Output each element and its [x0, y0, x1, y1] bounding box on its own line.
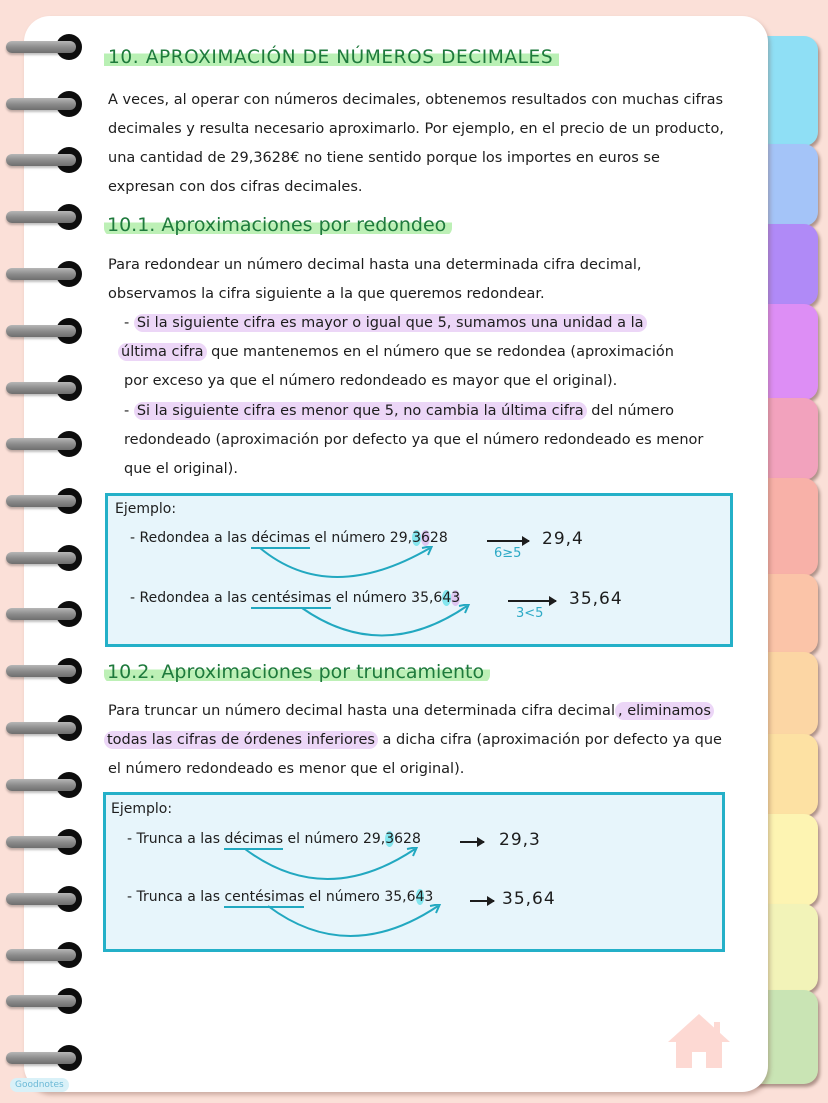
ring-icon — [6, 261, 76, 287]
ring-icon — [6, 318, 76, 344]
s1-para-line-1: Para redondear un número decimal hasta una determinada cifra decimal, — [108, 257, 642, 273]
page-title: 10. APROXIMACIÓN DE NÚMEROS DECIMALES — [104, 46, 559, 68]
truncation-example-1: - Trunca a las décimas el número 29,3628 — [127, 831, 421, 847]
arrow-right-icon — [460, 841, 484, 843]
truncation-result-2: 35,64 — [502, 889, 556, 909]
ring-icon — [6, 772, 76, 798]
highlight: Si la siguiente cifra es mayor o igual que 5, sumamos una unidad a la — [134, 314, 647, 332]
home-icon[interactable] — [666, 1012, 732, 1070]
intro-line-4: expresan con dos cifras decimales. — [108, 179, 363, 195]
section-1-heading: 10.1. Aproximaciones por redondeo — [104, 214, 452, 236]
ring-icon — [6, 375, 76, 401]
ring-icon — [6, 942, 76, 968]
ring-icon — [6, 829, 76, 855]
section-2-heading: 10.2. Aproximaciones por truncamiento — [104, 661, 490, 683]
rule-2-line-2: redondeado (aproximación por defecto ya que el número redondeado es menor — [124, 432, 704, 448]
rounding-result-2: 35,64 — [569, 589, 623, 609]
ring-icon — [6, 34, 76, 60]
rounding-example-1: - Redondea a las décimas el número 29,3628 — [130, 530, 448, 546]
rule-1-line-1: - Si la siguiente cifra es mayor o igual que 5, sumamos una unidad a la — [124, 315, 647, 331]
rule-2-line-1: - Si la siguiente cifra es menor que 5, no cambia la última cifra del número — [124, 403, 674, 419]
goodnotes-watermark: Goodnotes — [10, 1078, 69, 1092]
ring-icon — [6, 488, 76, 514]
intro-line-3: una cantidad de 29,3628€ no tiene sentido porque los importes en euros se — [108, 150, 660, 166]
ring-icon — [6, 601, 76, 627]
ring-icon — [6, 545, 76, 571]
s2-line-2: todas las cifras de órdenes inferiores a dicha cifra (aproximación por defecto ya que — [104, 732, 722, 748]
rule-1-line-2: última cifra que mantenemos en el número que se redondea (aproximación — [118, 344, 674, 360]
curved-arrow-icon — [250, 546, 450, 586]
comparison-note: 3<5 — [516, 606, 544, 621]
truncation-example-2: - Trunca a las centésimas el número 35,643 — [127, 889, 433, 905]
ring-icon — [6, 1045, 76, 1071]
ring-icon — [6, 988, 76, 1014]
s2-line-1: Para truncar un número decimal hasta una determinada cifra decimal , eliminamos — [108, 703, 714, 719]
curved-arrow-icon — [292, 604, 492, 644]
arrow-right-icon — [487, 540, 529, 542]
rule-2-line-3: que el original). — [124, 461, 238, 477]
truncation-result-1: 29,3 — [499, 830, 541, 850]
rule-1-line-3: por exceso ya que el número redondeado es mayor que el original). — [124, 373, 618, 389]
curved-arrow-icon — [258, 904, 458, 944]
s1-para-line-2: observamos la cifra siguiente a la que queremos redondear. — [108, 286, 545, 302]
arrow-right-icon — [470, 900, 494, 902]
ring-icon — [6, 147, 76, 173]
example-label: Ejemplo: — [115, 501, 177, 517]
arrow-right-icon — [508, 600, 556, 602]
rounding-example-2: - Redondea a las centésimas el número 35,643 — [130, 590, 460, 606]
highlight: todas las cifras de órdenes inferiores — [104, 731, 378, 749]
rounding-result-1: 29,4 — [542, 529, 584, 549]
highlight: , eliminamos — [615, 702, 714, 720]
example-label: Ejemplo: — [111, 801, 173, 817]
ring-icon — [6, 658, 76, 684]
s2-line-3: el número redondeado es menor que el original). — [108, 761, 465, 777]
intro-line-1: A veces, al operar con números decimales, obtenemos resultados con muchas cifras — [108, 92, 724, 108]
ring-icon — [6, 431, 76, 457]
ring-icon — [6, 204, 76, 230]
highlight: Si la siguiente cifra es menor que 5, no cambia la última cifra — [134, 402, 587, 420]
comparison-note: 6≥5 — [494, 546, 522, 561]
ring-icon — [6, 715, 76, 741]
intro-line-2: decimales y resulta necesario aproximarlo. Por ejemplo, en el precio de un producto, — [108, 121, 724, 137]
curved-arrow-icon — [235, 847, 435, 887]
highlight: última cifra — [118, 343, 207, 361]
ring-icon — [6, 886, 76, 912]
ring-icon — [6, 91, 76, 117]
